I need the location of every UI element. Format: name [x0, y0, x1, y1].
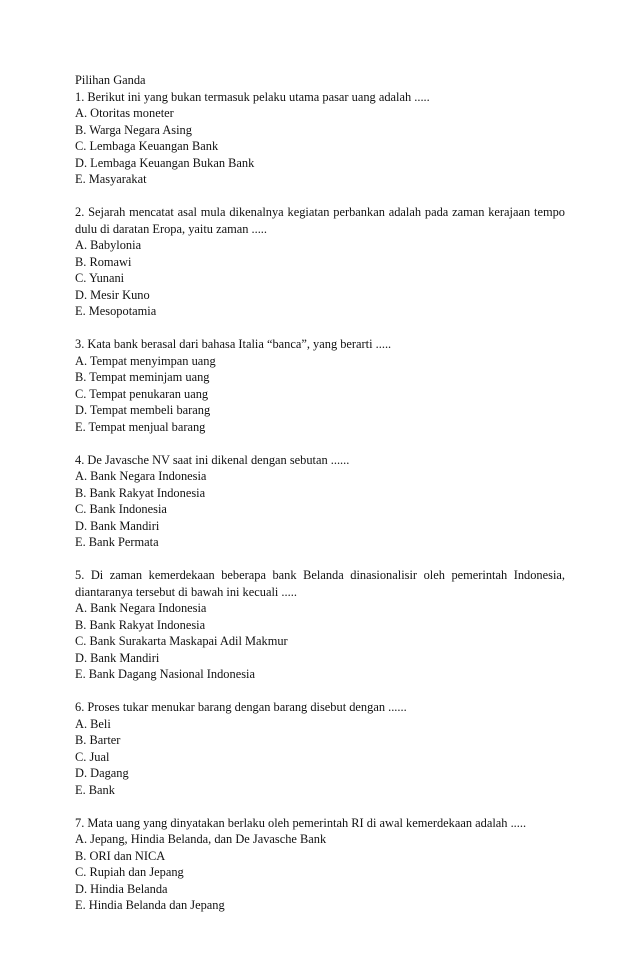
- question-5: [75, 567, 565, 683]
- option-a: A. Beli: [75, 716, 111, 731]
- option-b: B. Tempat meminjam uang: [75, 370, 210, 384]
- option-b: B. Bank Rakyat Indonesia: [75, 617, 206, 632]
- question-text: 5. Di zaman kemerdekaan beberapa bank Belanda dinasionalisir oleh pemerintah Indonesia, diantaranya tersebut di bawah ini kecuali .....: [75, 568, 565, 599]
- question-7: [75, 815, 565, 914]
- spacer: [75, 798, 565, 815]
- option-d: D. Hindia Belanda: [75, 881, 168, 896]
- option-d: D. Mesir Kuno: [75, 287, 150, 302]
- option-d: D. Tempat membeli barang: [75, 403, 211, 417]
- option-a: A. Bank Negara Indonesia: [75, 469, 207, 483]
- spacer: [75, 683, 565, 700]
- option-c: C. Tempat penukaran uang: [75, 386, 209, 401]
- question-6: [75, 699, 565, 798]
- option-d: D. Bank Mandiri: [75, 518, 160, 533]
- question-2: [75, 204, 565, 320]
- question-3: [75, 336, 565, 435]
- option-d: D. Lembaga Keuangan Bukan Bank: [75, 155, 255, 170]
- option-a: A. Otoritas moneter: [75, 106, 174, 120]
- option-e: E. Tempat menjual barang: [75, 419, 206, 434]
- option-d: D. Dagang: [75, 766, 129, 780]
- option-a: A. Tempat menyimpan uang: [75, 353, 216, 368]
- option-c: C. Lembaga Keuangan Bank: [75, 139, 219, 153]
- question-text: 4. De Javasche NV saat ini dikenal dengan sebutan ......: [75, 452, 350, 467]
- option-c: C. Bank Indonesia: [75, 502, 167, 516]
- option-b: B. ORI dan NICA: [75, 848, 166, 863]
- spacer: [75, 320, 565, 337]
- option-c: C. Rupiah dan Jepang: [75, 865, 184, 879]
- question-1: [75, 89, 565, 188]
- document-page: [75, 72, 565, 914]
- option-e: E. Hindia Belanda dan Jepang: [75, 898, 225, 912]
- option-b: B. Romawi: [75, 254, 132, 269]
- option-a: A. Bank Negara Indonesia: [75, 601, 207, 615]
- question-text: 1. Berikut ini yang bukan termasuk pelaku utama pasar uang adalah .....: [75, 89, 430, 104]
- spacer: [75, 551, 565, 568]
- question-text: 2. Sejarah mencatat asal mula dikenalnya kegiatan perbankan adalah pada zaman kerajaan tempo dulu di daratan Eropa, yaitu zaman .....: [75, 205, 565, 236]
- question-text: 7. Mata uang yang dinyatakan berlaku oleh pemerintah RI di awal kemerdekaan adalah .....: [75, 815, 527, 830]
- question-text: 3. Kata bank berasal dari bahasa Italia “banca”, yang berarti .....: [75, 337, 392, 351]
- option-a: A. Babylonia: [75, 238, 142, 252]
- option-a: A. Jepang, Hindia Belanda, dan De Javasche Bank: [75, 832, 327, 846]
- section-heading: Pilihan Ganda: [75, 73, 146, 87]
- option-e: E. Masyarakat: [75, 172, 147, 186]
- spacer: [75, 188, 565, 205]
- question-4: [75, 452, 565, 551]
- option-c: C. Jual: [75, 749, 110, 764]
- option-d: D. Bank Mandiri: [75, 650, 160, 665]
- option-c: C. Bank Surakarta Maskapai Adil Makmur: [75, 634, 288, 648]
- spacer: [75, 435, 565, 452]
- option-e: E. Bank Permata: [75, 535, 159, 549]
- question-text: 6. Proses tukar menukar barang dengan barang disebut dengan ......: [75, 700, 407, 714]
- option-c: C. Yunani: [75, 271, 125, 285]
- option-b: B. Barter: [75, 733, 121, 747]
- option-b: B. Bank Rakyat Indonesia: [75, 485, 206, 500]
- option-e: E. Bank: [75, 782, 115, 797]
- option-e: E. Mesopotamia: [75, 304, 157, 318]
- option-b: B. Warga Negara Asing: [75, 122, 192, 137]
- option-e: E. Bank Dagang Nasional Indonesia: [75, 667, 255, 681]
